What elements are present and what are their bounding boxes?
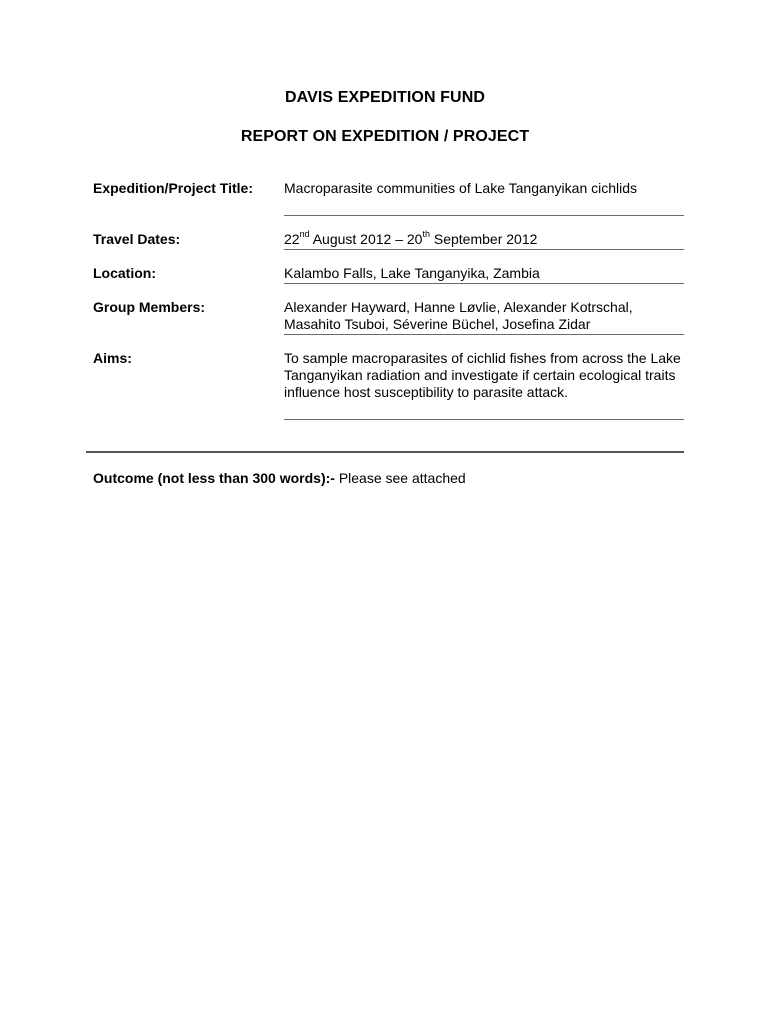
dates-end-suffix: th [422, 229, 430, 240]
field-value-dates [284, 231, 684, 250]
document-title: DAVIS EXPEDITION FUND [284, 89, 486, 106]
dates-start-day: 22 [284, 231, 300, 247]
field-label-group: Group Members: [93, 299, 206, 315]
dates-middle: August 2012 – 20 [309, 231, 423, 247]
document-subtitle: REPORT ON EXPEDITION / PROJECT [240, 128, 530, 145]
section-divider [86, 451, 684, 453]
field-value-aims: To sample macroparasites of cichlid fishes from across the Lake Tanganyikan radiation and investigate if certain ecological traits influence host susceptibility to parasite attack. [284, 350, 684, 420]
dates-end: September 2012 [429, 231, 538, 247]
field-value-group: Alexander Hayward, Hanne Løvlie, Alexander Kotrschal, Masahito Tsuboi, Séverine Büchel, Josefina Zidar [284, 299, 684, 335]
field-label-title: Expedition/Project Title: [93, 180, 253, 196]
field-label-location: Location: [93, 265, 156, 281]
dates-start-suffix: nd [299, 229, 310, 240]
outcome-value: Please see attached [334, 470, 466, 486]
field-value-location: Kalambo Falls, Lake Tanganyika, Zambia [284, 265, 684, 284]
field-label-dates: Travel Dates: [93, 231, 181, 247]
field-value-title: Macroparasite communities of Lake Tanganyikan cichlids [284, 180, 684, 216]
outcome-label: Outcome (not less than 300 words):- [93, 470, 335, 486]
field-label-aims: Aims: [93, 350, 132, 366]
outcome-line [93, 470, 466, 487]
